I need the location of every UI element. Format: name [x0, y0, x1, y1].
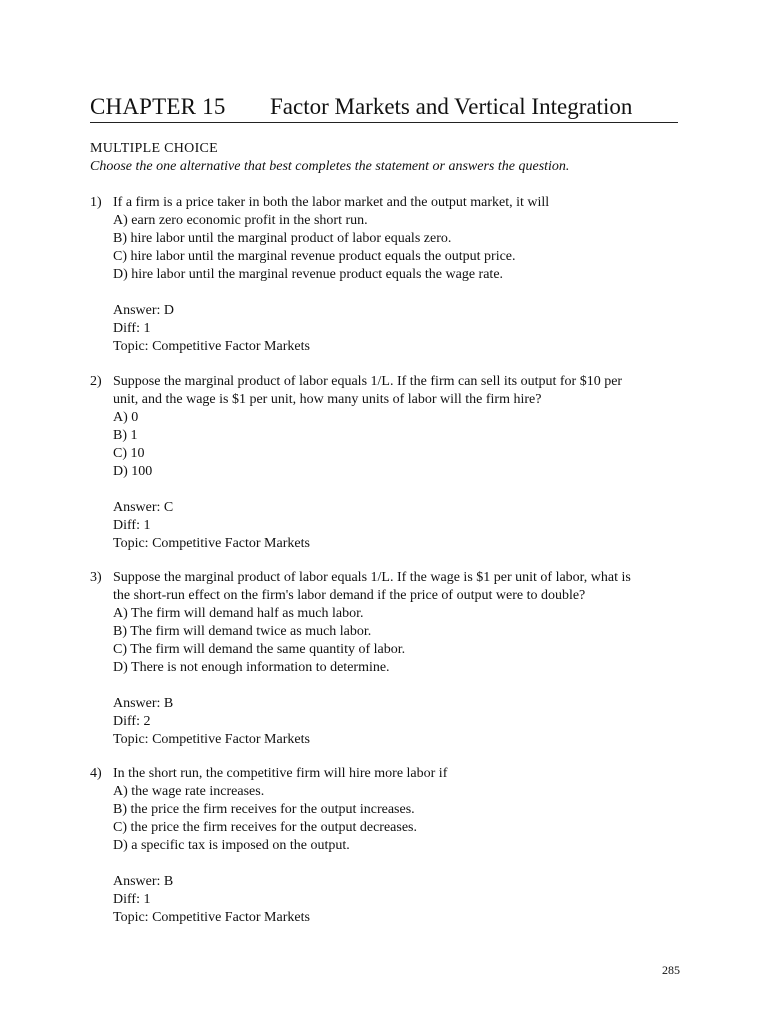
chapter-header	[90, 94, 678, 123]
question-body	[113, 569, 683, 749]
option-c: C) 10	[113, 446, 145, 461]
instructions: Choose the one alternative that best completes the statement or answers the question.	[90, 159, 570, 174]
option-a: A) 0	[113, 410, 139, 425]
answer: Answer: B	[113, 696, 174, 711]
section-label: MULTIPLE CHOICE	[90, 141, 219, 156]
option-d: D) a specific tax is imposed on the output.	[113, 838, 350, 853]
option-c: C) hire labor until the marginal revenue product equals the output price.	[113, 249, 516, 264]
option-d: D) There is not enough information to determine.	[113, 660, 390, 675]
difficulty: Diff: 2	[113, 714, 151, 729]
topic: Topic: Competitive Factor Markets	[113, 536, 310, 551]
question-number: 4)	[90, 766, 102, 781]
question-stem-line: Suppose the marginal product of labor equals 1/L. If the wage is $1 per unit of labor, what is	[113, 570, 631, 585]
option-b: B) 1	[113, 428, 138, 443]
question-number: 1)	[90, 195, 102, 210]
difficulty: Diff: 1	[113, 321, 151, 336]
option-d: D) 100	[113, 464, 153, 479]
question-stem-line: If a firm is a price taker in both the labor market and the output market, it will	[113, 195, 550, 210]
difficulty: Diff: 1	[113, 892, 151, 907]
page-number: 285	[662, 963, 680, 977]
question-body	[113, 194, 683, 356]
option-a: A) the wage rate increases.	[113, 784, 265, 799]
question-stem-line: In the short run, the competitive firm will hire more labor if	[113, 766, 448, 781]
chapter-number: CHAPTER 15	[90, 94, 226, 119]
question-number: 3)	[90, 570, 102, 585]
answer: Answer: B	[113, 874, 174, 889]
option-a: A) The firm will demand half as much labor.	[113, 606, 364, 621]
answer: Answer: D	[113, 303, 175, 318]
topic: Topic: Competitive Factor Markets	[113, 732, 310, 747]
option-c: C) The firm will demand the same quantity of labor.	[113, 642, 406, 657]
question-stem-line: Suppose the marginal product of labor equals 1/L. If the firm can sell its output for $10 per	[113, 374, 623, 389]
topic: Topic: Competitive Factor Markets	[113, 910, 310, 925]
question-body	[113, 373, 683, 553]
option-c: C) the price the firm receives for the output decreases.	[113, 820, 417, 835]
option-b: B) the price the firm receives for the output increases.	[113, 802, 415, 817]
option-d: D) hire labor until the marginal revenue product equals the wage rate.	[113, 267, 504, 282]
difficulty: Diff: 1	[113, 518, 151, 533]
topic: Topic: Competitive Factor Markets	[113, 339, 310, 354]
question-number: 2)	[90, 374, 102, 389]
chapter-title: Factor Markets and Vertical Integration	[270, 94, 633, 119]
question-body	[113, 765, 683, 927]
option-a: A) earn zero economic profit in the short run.	[113, 213, 368, 228]
answer: Answer: C	[113, 500, 174, 515]
option-b: B) hire labor until the marginal product of labor equals zero.	[113, 231, 452, 246]
question-stem-line: unit, and the wage is $1 per unit, how many units of labor will the firm hire?	[113, 392, 542, 407]
option-b: B) The firm will demand twice as much labor.	[113, 624, 372, 639]
question-stem-line: the short-run effect on the firm's labor demand if the price of output were to double?	[113, 588, 586, 603]
